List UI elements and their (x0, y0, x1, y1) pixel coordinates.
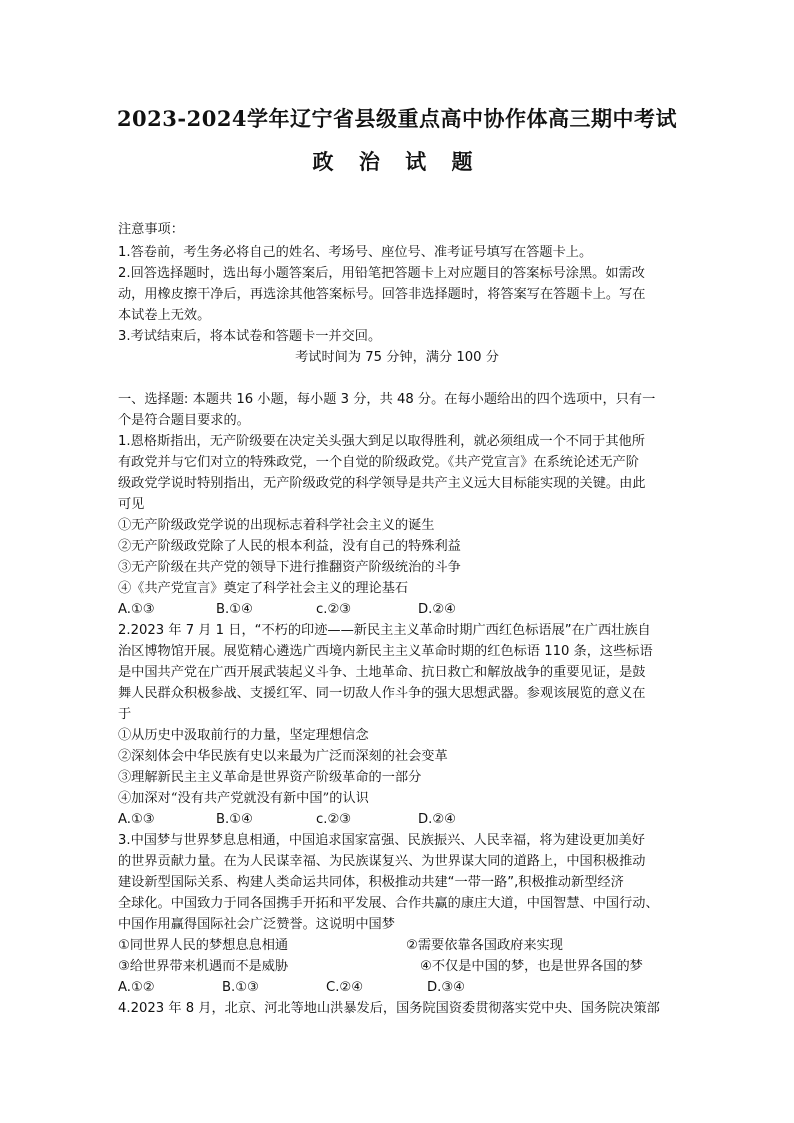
notice-heading: 注意事项： (118, 222, 184, 237)
question-item: ④《共产党宣言》奠定了科学社会主义的理论基石 (118, 581, 409, 596)
question-stem: 于 (118, 707, 132, 722)
question-stem: 是中国共产党在广西开展武装起义斗争、土地革命、抗日救亡和解放战争的重要见证，是鼓 (118, 665, 646, 680)
exam-title: 2023-2024学年辽宁省县级重点高中协作体高三期中考试 (116, 106, 678, 131)
notice-line: 1.答卷前，考生务必将自己的姓名、考场号、座位号、准考证号填写在答题卡上。 (118, 245, 593, 260)
question-item: ①从历史中汲取前行的力量，坚定理想信念 (118, 728, 369, 743)
choice-b: B.①③ (222, 980, 259, 995)
notice-line: 3.考试结束后，将本试卷和答题卡一并交回。 (118, 329, 382, 344)
notice-line: 2.回答选择题时，选出每小题答案后，用铅笔把答题卡上对应题目的答案标号涂黑。如需改 (118, 266, 645, 281)
choice-d: D.②④ (418, 812, 456, 827)
question-item: ③给世界带来机遇而不是威胁 (118, 959, 289, 974)
choice-c: C.②④ (326, 980, 364, 995)
question-item: ②深刻体会中华民族有史以来最为广泛而深刻的社会变革 (118, 749, 448, 764)
section-heading: 个是符合题目要求的。 (118, 413, 250, 428)
question-stem: 有政党并与它们对立的特殊政党，一个自觉的阶级政党。《共产党宣言》在系统论述无产阶 (118, 455, 639, 470)
choice-d: D.③④ (427, 980, 465, 995)
question-item: ③理解新民主主义革命是世界资产阶级革命的一部分 (118, 770, 422, 785)
question-item: ①同世界人民的梦想息息相通 (118, 938, 289, 953)
question-item: ④不仅是中国的梦，也是世界各国的梦 (420, 959, 643, 974)
question-item: ①无产阶级政党学说的出现标志着科学社会主义的诞生 (118, 518, 435, 533)
section-heading: 一、选择题: 本题共 16 小题，每小题 3 分，共 48 分。在每小题给出的四个选项中，只有一 (118, 392, 656, 407)
choice-a: A.①③ (118, 812, 155, 827)
question-stem: 4.2023 年 8 月，北京、河北等地山洪暴发后，国务院国资委贯彻落实党中央、国务院决策部 (118, 1001, 660, 1016)
choice-b: B.①④ (216, 812, 253, 827)
choice-c: c.②③ (316, 812, 352, 827)
question-stem: 1.恩格斯指出，无产阶级要在决定关头强大到足以取得胜利，就必须组成一个不同于其他所 (118, 434, 645, 449)
question-stem: 舞人民群众积极参战、支援红军、同一切敌人作斗争的强大思想武器。参观该展览的意义在 (118, 686, 646, 701)
question-stem: 3.中国梦与世界梦息息相通，中国追求国家富强、民族振兴、人民幸福，将为建设更加美好 (118, 833, 645, 848)
question-stem: 中国作用赢得国际社会广泛赞誉。这说明中国梦 (118, 917, 395, 932)
question-item: ④加深对“没有共产党就没有新中国”的认识 (118, 791, 369, 806)
exam-subject: 政 治 试 题 (312, 149, 482, 174)
question-stem: 建设新型国际关系、构建人类命运共同体，积极推动共建“一带一路”,积极推动新型经济 (118, 875, 624, 890)
choice-d: D.②④ (418, 602, 456, 617)
question-stem: 级政党学说时特别指出，无产阶级政党的科学领导是共产主义远大目标能实现的关键。由此 (118, 476, 646, 491)
exam-time: 考试时间为 75 分钟，满分 100 分 (295, 350, 499, 365)
question-item: ②需要依靠各国政府来实现 (406, 938, 563, 953)
choice-b: B.①④ (216, 602, 253, 617)
question-item: ②无产阶级政党除了人民的根本利益，没有自己的特殊利益 (118, 539, 461, 554)
question-stem: 2.2023 年 7 月 1 日，“不朽的印迹——新民主主义革命时期广西红色标语展”在广西壮族自 (118, 623, 651, 638)
choice-a: A.①③ (118, 602, 155, 617)
notice-line: 动，用橡皮擦干净后，再选涂其他答案标号。回答非选择题时，将答案写在答题卡上。写在 (118, 287, 646, 302)
question-stem: 可见 (118, 497, 145, 512)
question-item: ③无产阶级在共产党的领导下进行推翻资产阶级统治的斗争 (118, 560, 461, 575)
notice-line: 本试卷上无效。 (118, 308, 211, 323)
question-stem: 的世界贡献力量。在为人民谋幸福、为民族谋复兴、为世界谋大同的道路上，中国积极推动 (118, 854, 646, 869)
question-stem: 全球化。中国致力于同各国携手开拓和平发展、合作共赢的康庄大道，中国智慧、中国行动、 (118, 896, 659, 911)
choice-c: c.②③ (316, 602, 352, 617)
choice-a: A.①② (118, 980, 155, 995)
question-stem: 治区博物馆开展。展览精心遴选广西境内新民主主义革命时期的红色标语 110 条，这些标语 (118, 644, 653, 659)
